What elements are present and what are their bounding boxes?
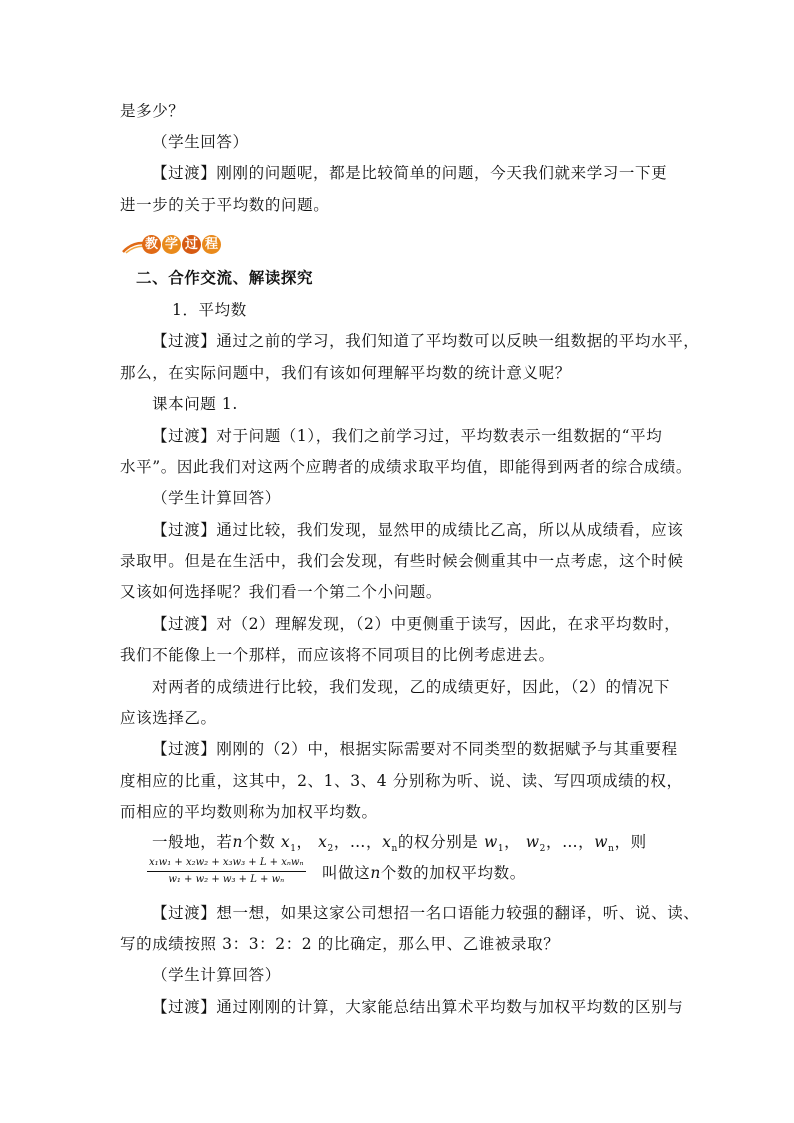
math-var: n: [370, 864, 381, 882]
text-line: 【过渡】通过之前的学习，我们知道了平均数可以反映一组数据的平均水平，: [152, 332, 700, 350]
definition-text: ，: [504, 833, 521, 851]
fraction-denominator: w₁ + w₂ + w₃ + L + wₙ: [168, 874, 285, 885]
definition-text: 的权分别是: [397, 833, 479, 851]
text-line: 进一步的关于平均数的问题。: [120, 196, 330, 214]
badge-label: [136, 233, 227, 255]
text-line: 写的成绩按照 3：3：2：2 的比确定，那么甲、乙谁被录取？: [120, 935, 560, 953]
definition-text: 个数的加权平均数。: [380, 864, 526, 882]
math-var: x: [280, 833, 291, 851]
math-var: w: [483, 833, 498, 851]
badge-char: 程: [202, 235, 221, 254]
math-var: w: [525, 833, 540, 851]
weighted-mean-fraction: [147, 856, 306, 887]
definition-text: ，…，: [545, 833, 595, 851]
definition-text: 个数: [243, 833, 276, 851]
definition-text: 一般地，若: [152, 833, 233, 851]
text-line: 【过渡】通过刚刚的计算，大家能总结出算术平均数与加权平均数的区别与: [152, 998, 684, 1016]
definition-text: ，: [296, 833, 313, 851]
text-line: 【过渡】通过比较，我们发现，显然甲的成绩比乙高，所以从成绩看，应该: [152, 521, 684, 539]
text-line: 【过渡】想一想，如果这家公司想招一名口语能力较强的翻译，听、说、读、: [152, 904, 700, 922]
math-subscript: 1: [290, 844, 297, 855]
text-line: 对两者的成绩进行比较，我们发现，乙的成绩更好，因此，（2）的情况下: [152, 678, 670, 696]
text-line: 而相应的平均数则称为加权平均数。: [120, 803, 378, 821]
text-line: （学生计算回答）: [152, 966, 281, 984]
text-line: 那么，在实际问题中，我们有该如何理解平均数的统计意义呢？: [120, 364, 571, 382]
fraction-caption: [322, 862, 526, 884]
math-var: x: [318, 833, 328, 851]
text-line: 水平”。因此我们对这两个应聘者的成绩求取平均值，即能得到两者的综合成绩。: [120, 458, 693, 476]
math-subscript: 1: [497, 844, 505, 855]
text-line: 【过渡】刚刚的问题呢，都是比较简单的问题，今天我们就来学习一下更: [152, 164, 668, 182]
math-var: w: [594, 833, 609, 851]
badge-char: 过: [182, 235, 201, 254]
definition-text: 叫做这: [322, 864, 371, 882]
text-line: 是多少？: [120, 102, 185, 120]
badge-char: 学: [162, 235, 181, 254]
math-subscript: n: [391, 844, 398, 855]
definition-text: ，则: [614, 833, 647, 851]
text-line: 应该选择乙。: [120, 709, 217, 727]
text-line: 度相应的比重，这其中，2、1、3、4 分别称为听、说、读、写四项成绩的权，: [120, 772, 683, 790]
text-line: 录取甲。但是在生活中，我们会发现，有些时候会侧重其中一点考虑，这个时候: [120, 552, 684, 570]
fraction-numerator: x₁w₁ + x₂w₂ + x₃w₃ + L + xₙwₙ: [147, 856, 306, 872]
text-line: 【过渡】对于问题（1），我们之前学习过，平均数表示一组数据的“平均: [152, 427, 663, 445]
text-line: 课本问题 1.: [152, 395, 238, 413]
math-var: x: [382, 833, 392, 851]
text-line: 【过渡】刚刚的（2）中，根据实际需要对不同类型的数据赋予与其重要程: [152, 740, 678, 758]
definition-text: ，…，: [333, 833, 383, 851]
text-line: 又该如何选择呢？我们看一个第二个小问题。: [120, 583, 443, 601]
math-subscript: 2: [539, 844, 546, 855]
math-var: n: [232, 833, 244, 851]
text-line: 我们不能像上一个那样，而应该将不同项目的比例考虑进去。: [120, 646, 555, 664]
teaching-process-badge: [122, 232, 222, 256]
text-line: （学生回答）: [152, 133, 249, 151]
section-heading: 二、合作交流、解读探究: [136, 268, 314, 287]
math-subscript: 2: [327, 844, 334, 855]
text-line: （学生计算回答）: [152, 489, 281, 507]
math-subscript: n: [608, 844, 615, 855]
text-line: 【过渡】对（2）理解发现，（2）中更侧重于读写，因此，在求平均数时，: [152, 615, 681, 633]
badge-char: 教: [142, 235, 161, 254]
subsection-heading: 1．平均数: [172, 301, 247, 319]
